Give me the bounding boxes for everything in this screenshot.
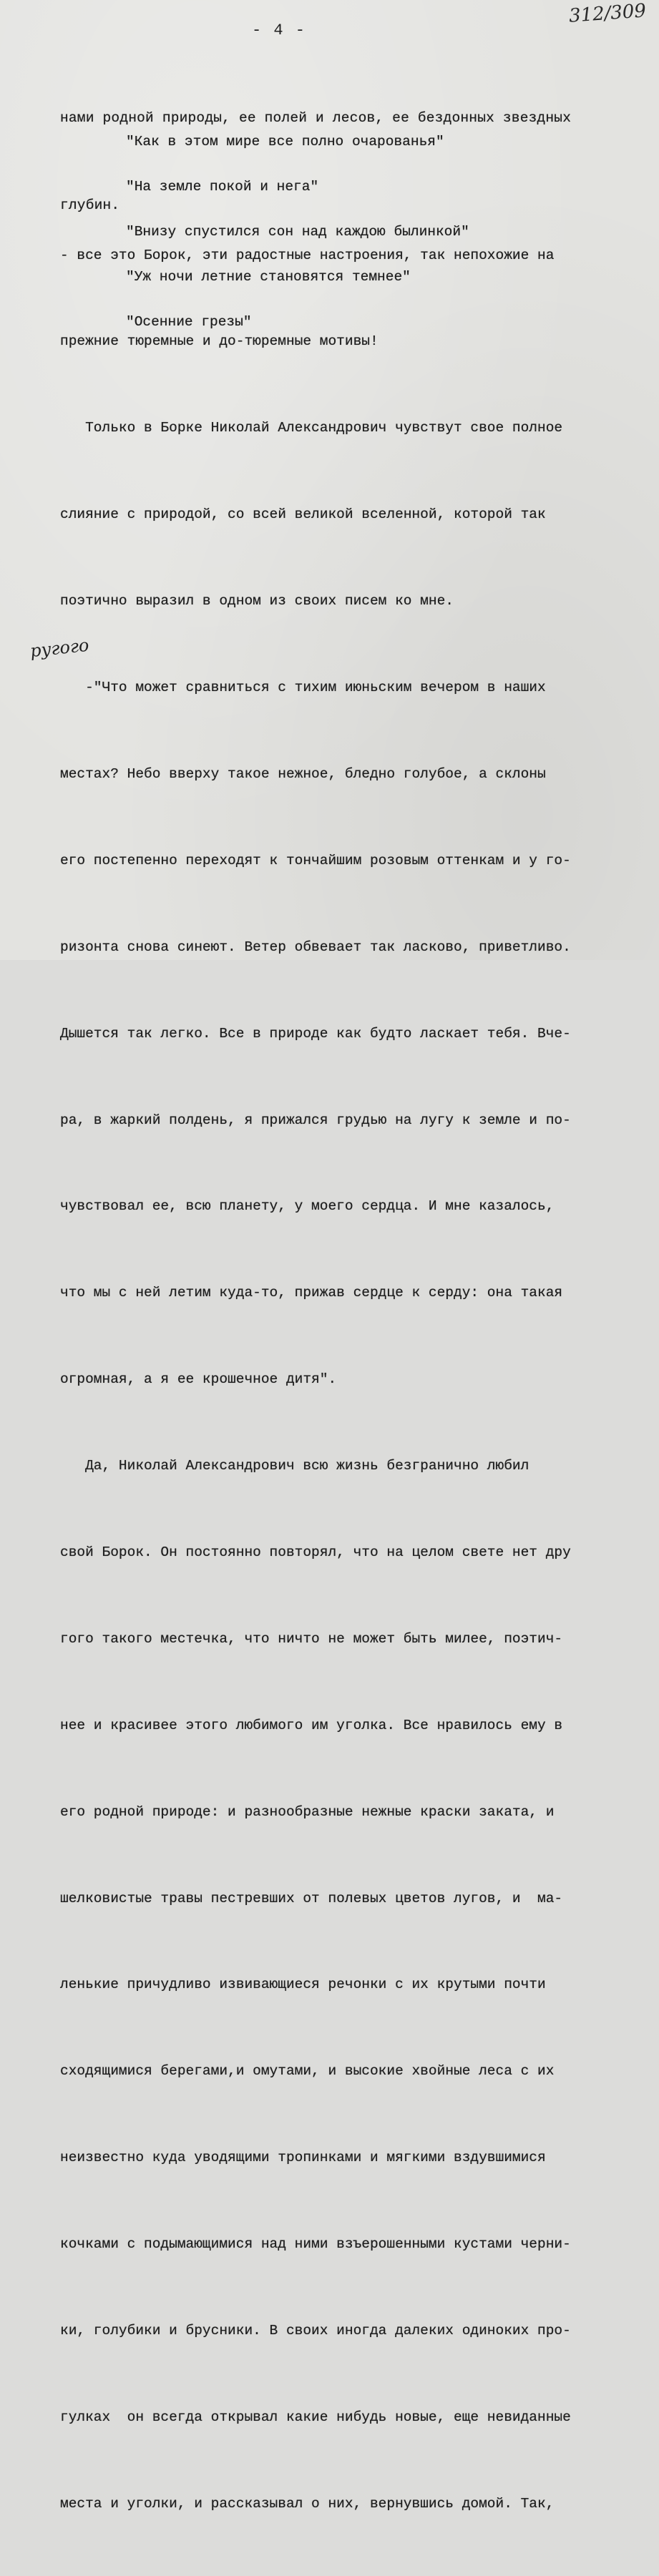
text-line: поэтично выразил в одном из своих писем ко мне. xyxy=(60,593,454,609)
text-line: -"Что может сравниться с тихим июньским вечером в наших xyxy=(60,680,546,696)
text-line: ризонта снова синеют. Ветер обвевает так ласково, приветливо. xyxy=(60,939,571,955)
archive-mark: 312/309 xyxy=(568,0,647,27)
text-line: ки, голубики и брусники. В своих иногда далеких одиноких про- xyxy=(60,2322,571,2339)
poem-line: "Уж ночи летние становятся темнее" xyxy=(126,269,411,285)
poem-line: "На земле покой и нега" xyxy=(126,179,319,195)
text-line: - все это Борок, эти радостные настроения, так непохожие на xyxy=(60,247,555,263)
text-line: ра, в жаркий полдень, я прижался грудью на лугу к земле и по- xyxy=(60,1112,571,1128)
text-line: слияние с природой, со всей великой вселенной, которой так xyxy=(60,506,546,523)
text-line: нами родной природы, ее полей и лесов, ее бездонных звездных xyxy=(60,110,572,126)
handwritten-correction: ругого xyxy=(29,635,90,662)
text-line: кочками с подымающимися над ними взъерошенными кустами черни- xyxy=(60,2236,571,2253)
poem-line: "Как в этом мире все полно очарованья" xyxy=(126,134,444,150)
text-line: его родной природе: и разнообразные нежные краски заката, и xyxy=(60,1803,555,1820)
text-line: ленькие причудливо извивающиеся речонки с их крутыми почти xyxy=(60,1977,546,1993)
page-number: - 4 - xyxy=(251,21,306,39)
text-line: свой Борок. Он постоянно повторял, что на целом свете нет дру xyxy=(60,1544,571,1560)
main-text xyxy=(60,183,647,2576)
text-line: гого такого местечка, что ничто не может быть милее, поэтич- xyxy=(60,1630,563,1647)
poem-line: "Внизу спустился сон над каждою былинкой" xyxy=(126,224,469,240)
text-line: прежние тюремные и до-тюремные мотивы! xyxy=(60,333,379,350)
text-line: гулках он всегда открывал какие нибудь новые, еще невиданные xyxy=(60,2409,571,2425)
text-line: огромная, а я ее крошечное дитя". xyxy=(60,1371,337,1388)
text-line: глубин. xyxy=(60,197,120,213)
text-line: неизвестно куда уводящими тропинками и мягкими вздувшимися xyxy=(60,2150,546,2166)
text-line: Да, Николай Александрович всю жизнь безгранично любил xyxy=(60,1458,529,1474)
text-line: Только в Борке Николай Александрович чувствут свое полное xyxy=(60,420,563,436)
text-line: сходящимися берегами,и омутами, и высокие хвойные леса с их xyxy=(60,2063,555,2080)
text-line: места и уголки, и рассказывал о них, вернувшись домой. Так, xyxy=(60,2495,555,2512)
poem-line: "Осенние грезы" xyxy=(126,314,252,330)
text-line: местах? Небо вверху такое нежное, бледно голубое, а склоны xyxy=(60,765,546,782)
text-line: нее и красивее этого любимого им уголка. Все нравилось ему в xyxy=(60,1717,563,1733)
text-line: шелковистые травы пестревших от полевых цветов лугов, и ма- xyxy=(60,1890,563,1906)
text-line: Дышется так легко. Все в природе как будто ласкает тебя. Вче- xyxy=(60,1025,571,1042)
text-line: его постепенно переходят к тончайшим розовым оттенкам и у го- xyxy=(60,852,571,868)
text-line: чувствовал ее, всю планету, у моего сердца. И мне казалось, xyxy=(60,1198,555,1215)
text-line: что мы с ней летим куда-то, прижав сердце к серду: она такая xyxy=(60,1285,563,1301)
